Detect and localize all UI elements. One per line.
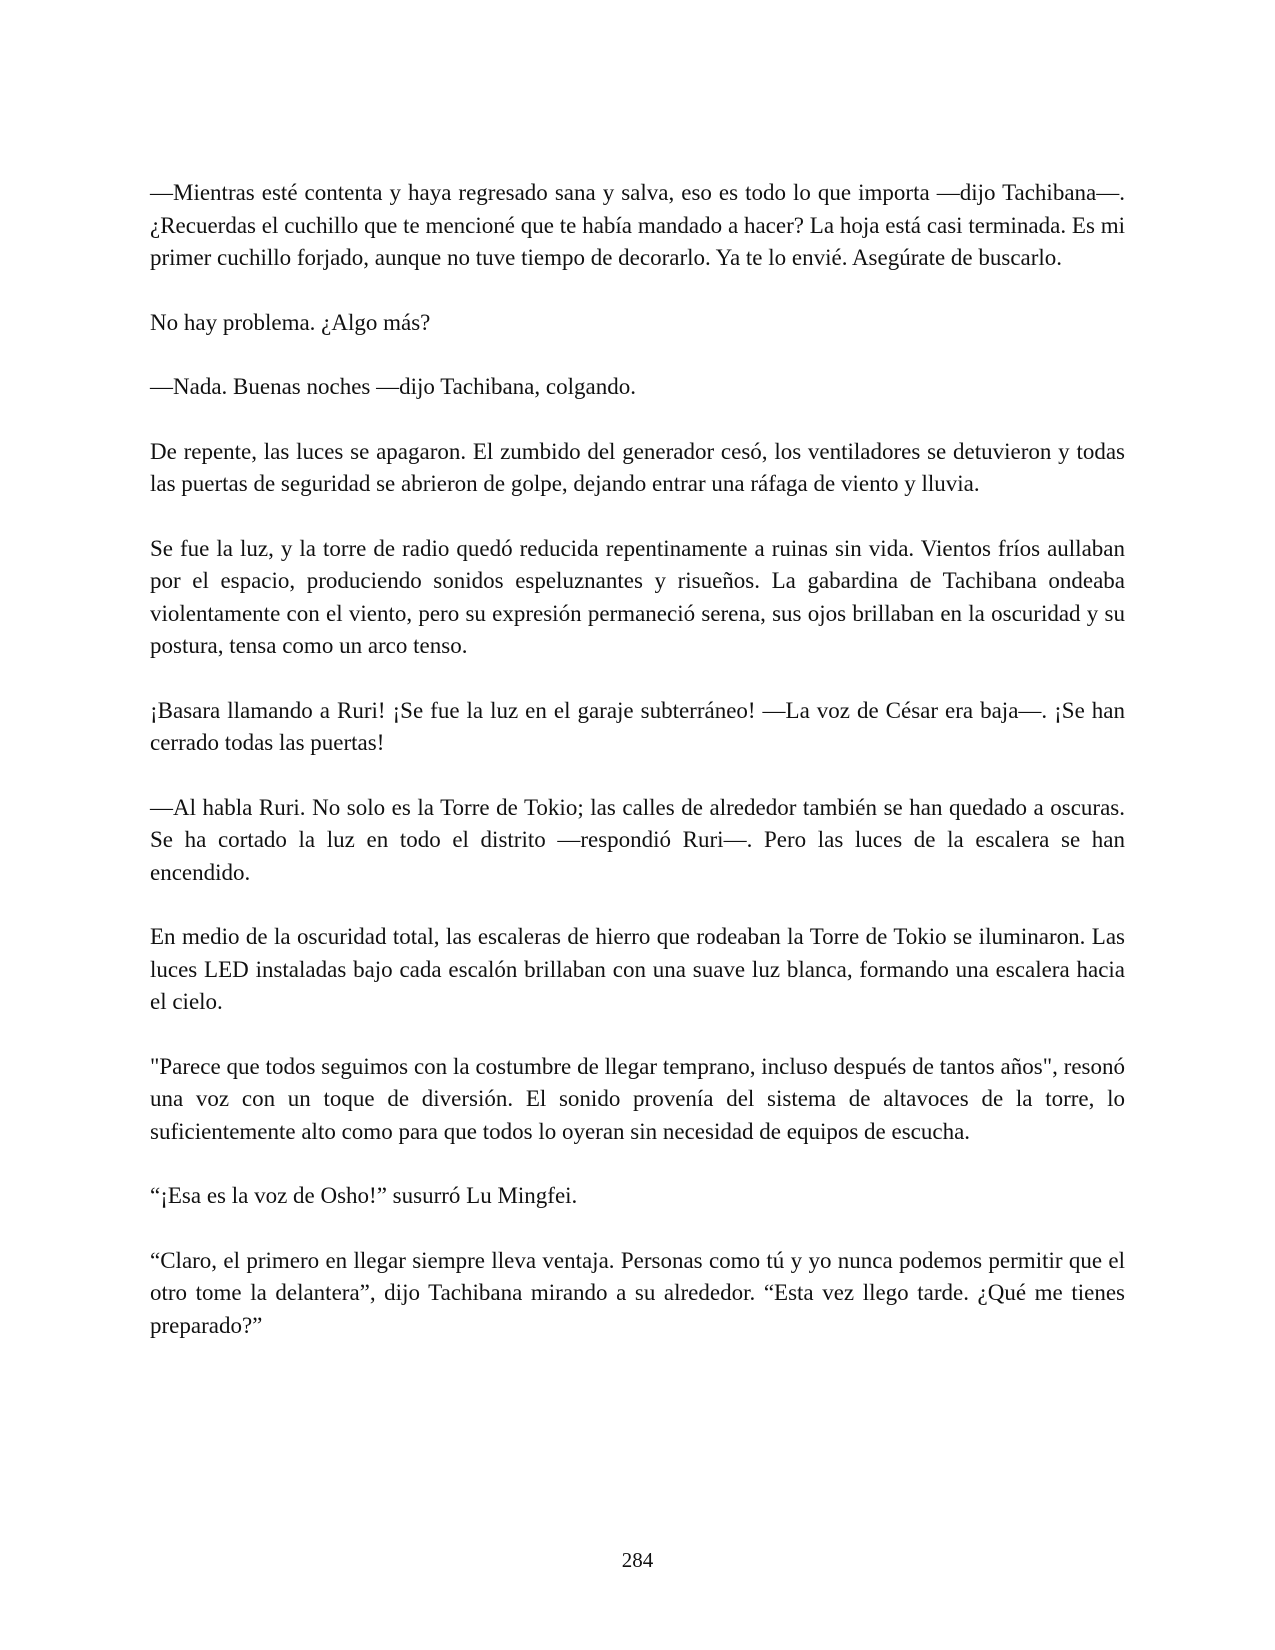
paragraph-8: En medio de la oscuridad total, las escaleras de hierro que rodeaban la Torre de Tokio se iluminaron. Las luces LED instaladas bajo cada escalón brillaban con una suave luz blanca, formando una escalera hacia el cielo. <box>150 924 1125 1014</box>
paragraph-5: Se fue la luz, y la torre de radio quedó reducida repentinamente a ruinas sin vida. Vientos fríos aullaban por el espacio, produciendo sonidos espeluznantes y risueños. La gabardina de Tachibana ondeaba violentamente con el viento, pero su expresión permaneció serena, sus ojos brillaban en la oscuridad y su postura, tensa como un arco tenso. <box>150 535 1125 658</box>
paragraph-7: —Al habla Ruri. No solo es la Torre de Tokio; las calles de alrededor también se han quedado a oscuras. Se ha cortado la luz en todo el distrito —respondió Ruri—. Pero las luces de la escalera se han encendido. <box>150 794 1125 885</box>
paragraph-6: ¡Basara llamando a Ruri! ¡Se fue la luz en el garaje subterráneo! —La voz de César era baja—. ¡Se han cerrado todas las puertas! <box>150 697 1125 755</box>
paragraph-2: No hay problema. ¿Algo más? <box>150 309 431 335</box>
body-text <box>150 177 1125 1374</box>
paragraph-1: —Mientras esté contenta y haya regresado sana y salva, eso es todo lo que importa —dijo Tachibana—. ¿Recuerdas el cuchillo que te mencioné que te había mandado a hacer? La hoja está casi terminada. Es mi primer cuchillo forjado, aunque no tuve tiempo de decorarlo. Ya te lo envié. Asegúrate de buscarlo. <box>150 180 1125 270</box>
paragraph-11: “Claro, el primero en llegar siempre lleva ventaja. Personas como tú y yo nunca podemos permitir que el otro tome la delantera”, dijo Tachibana mirando a su alrededor. “Esta vez llego tarde. ¿Qué me tienes preparado?” <box>150 1247 1125 1338</box>
page-number: 284 <box>621 1548 654 1572</box>
paragraph-3: —Nada. Buenas noches —dijo Tachibana, colgando. <box>150 374 636 399</box>
paragraph-10: “¡Esa es la voz de Osho!” susurró Lu Mingfei. <box>150 1183 578 1208</box>
paragraph-4: De repente, las luces se apagaron. El zumbido del generador cesó, los ventiladores se detuvieron y todas las puertas de seguridad se abrieron de golpe, dejando entrar una ráfaga de viento y lluvia. <box>150 438 1125 496</box>
paragraph-9: "Parece que todos seguimos con la costumbre de llegar temprano, incluso después de tantos años", resonó una voz con un toque de diversión. El sonido provenía del sistema de altavoces de la torre, lo suficientemente alto como para que todos lo oyeran sin necesidad de equipos de escucha. <box>150 1053 1125 1144</box>
